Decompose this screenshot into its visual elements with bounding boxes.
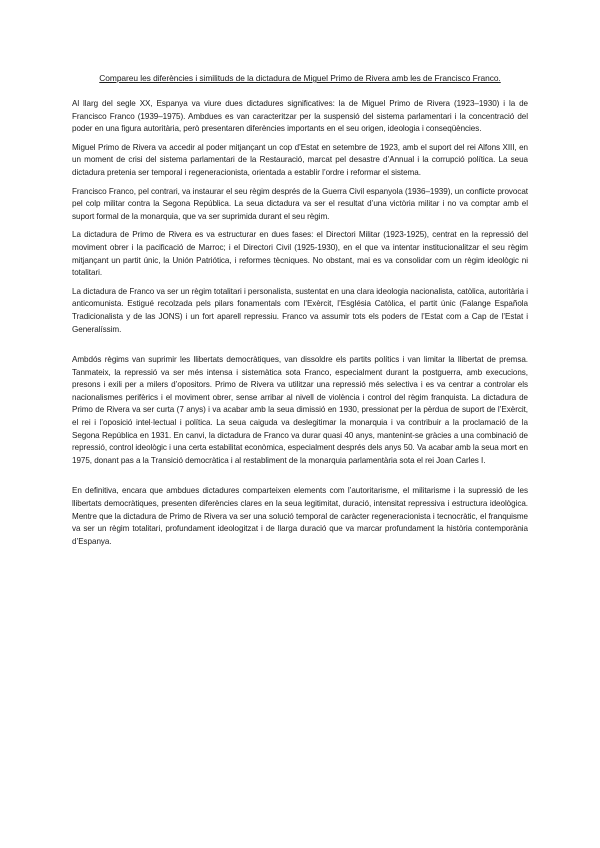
paragraph-franco-origin: Francisco Franco, pel contrari, va instaurar el seu règim després de la Guerra Civil espanyola (1936–1939), un conflicte provocat pel colp militar contra la Segona República. La seua dictadura va ser el resultat d’una victòria militar i no va comptar amb el suport formal de la monarquia, que va ser suprimida durant el seu règim.: [72, 186, 528, 221]
paragraph-primo-structure: La dictadura de Primo de Rivera es va estructurar en dues fases: el Directori Militar (1923-1925), centrat en la repressió del moviment obrer i la pacificació de Marroc; i el Directori Civil (1925-1930), en el que va intentar institucionalitzar el seu règim mitjançant un partit únic, la Unión Patriótica, i reformes tècniques. No obstant, mai es va consolidar com un règim ideològic ni totalitari.: [72, 230, 528, 278]
paragraph-intro: Al llarg del segle XX, Espanya va viure dues dictadures significatives: la de Miguel Primo de Rivera (1923–1930) i la de Francisco Franco (1939–1975). Ambdues es van caracteritzar per la suspensió del sistema parlamentari i la concentració del poder en una figura autoritària, però presentaren diferències importants en el seu origen, ideologia i conseqüències.: [72, 99, 528, 134]
document-body: [72, 72, 528, 554]
paragraph-primo-origin: Miguel Primo de Rivera va accedir al poder mitjançant un cop d’Estat en setembre de 1923, amb el suport del rei Alfons XIII, en un moment de crisi del sistema parlamentari de la Restauració, marcat pel desastre d’Annual i la corrupció política. La seua dictadura pretenia ser temporal i regeneracionista, orientada a establir l’ordre i reformar el sistema.: [72, 142, 528, 177]
paragraph-comparison: Ambdós règims van suprimir les llibertats democràtiques, van dissoldre els partits polítics i van limitar la llibertat de premsa. Tanmateix, la repressió va ser més intensa i sistemàtica sota Franco, especialment durant la postguerra, amb execucions, presons i exili per a milers d’opositors. Primo de Rivera va utilitzar una repressió més selectiva i es va centrar a controlar els nacionalismes perifèrics i el moviment obrer, sense arribar al nivell de violència i control del règim franquista. La dictadura de Primo de Rivera va ser curta (7 anys) i va acabar amb la seua dimissió en 1930, pressionat per la pèrdua de suport de l’Exèrcit, el rei i l’oposició intel·lectual i política. La seua caiguda va deslegitimar la monarquia i va contribuir a la proclamació de la Segona República en 1931. En canvi, la dictadura de Franco va durar quasi 40 anys, mantenint-se gràcies a una combinació de repressió, control ideològic i una certa estabilitat econòmica, especialment després dels anys 50. Va acabar amb la seua mort en 1975, donant pas a la Transició democràtica i al restabliment de la monarquia parlamentària sota el rei Joan Carles I.: [72, 355, 528, 465]
document-title: Compareu les diferències i similituds de la dictadura de Miguel Primo de Rivera amb les de Francisco Franco.: [99, 73, 501, 83]
paragraph-conclusion: En definitiva, encara que ambdues dictadures comparteixen elements com l’autoritarisme, el militarisme i la supressió de les llibertats democràtiques, presenten diferències clares en la seua legitimitat, duració, intensitat repressiva i estructura ideològica. Mentre que la dictadura de Primo de Rivera va ser una solució temporal de caràcter regeneracionista i tecnocràtic, el franquisme va ser un règim totalitari, profundament ideologitzat i de llarga duració que va marcar profundament la història contemporània d’Espanya.: [72, 486, 528, 546]
paragraph-franco-structure: La dictadura de Franco va ser un règim totalitari i personalista, sustentat en una clara ideologia nacionalista, catòlica, autoritària i anticomunista. Estigué recolzada pels pilars fonamentals com l’Exèrcit, l’Església Catòlica, el partit únic (Falange Española Tradicionalista y de las JONS) i un fort aparell repressiu. Franco va assumir tots els poders de l’Estat com a Cap de l’Estat i Generalíssim.: [72, 286, 528, 334]
